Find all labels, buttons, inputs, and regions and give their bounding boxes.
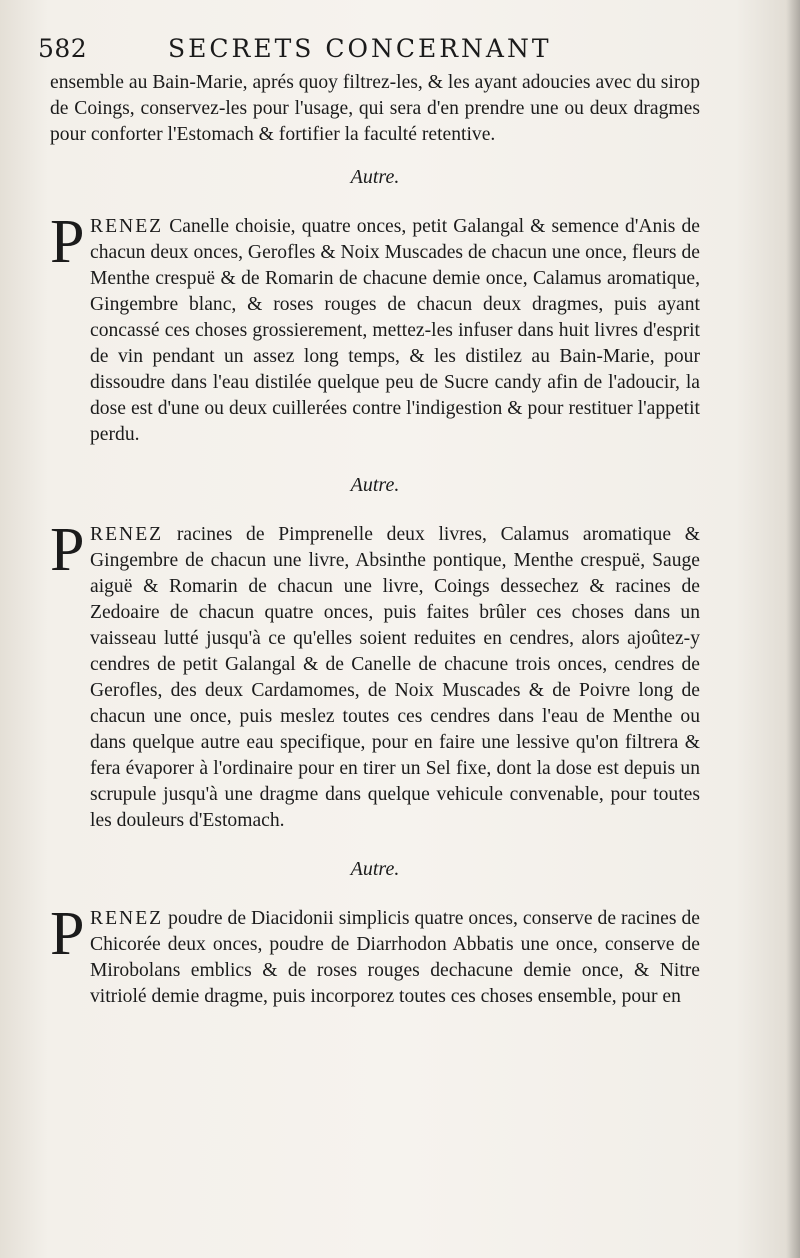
running-title: SECRETS CONCERNANT bbox=[168, 34, 552, 63]
section-heading-2: Autre. bbox=[350, 474, 400, 496]
recipe-1-text bbox=[90, 214, 700, 448]
recipe-3-text bbox=[90, 906, 700, 1010]
recipe-1 bbox=[50, 208, 700, 448]
recipe-2 bbox=[50, 516, 700, 834]
recipe-3 bbox=[50, 900, 700, 1010]
drop-cap-3: P bbox=[50, 900, 85, 968]
recipe-2-text bbox=[90, 522, 700, 834]
continuation-paragraph: ensemble au Bain-Marie, aprés quoy filtrez-les, & les ayant adoucies avec du sirop de Coings, conservez-les pour l'usage, qui sera d'en prendre une ou deux dragmes pour conforter l'Estomach & fortifier la faculté retentive. bbox=[50, 72, 700, 145]
page-gutter-shadow bbox=[786, 0, 800, 1258]
recipe-2-body: racines de Pimprenelle deux livres, Calamus aromatique & Gingembre de chacun une livre, Absinthe pontique, Menthe crespuë, Sauge aiguë & Romarin de chacun une livre, Coings dessechez & racines de Zedoaire de chacun quatre onces, puis faites brûler ces choses dans un vaisseau lutté jusqu'à ce qu'elles soient reduites en cendres, alors ajoûtez-y cendres de petit Galangal & de Canelle de chacune trois onces, cendres de Gerofles, des deux Cardamomes, de Noix Muscades & de Poivre long de chacun une once, puis meslez toutes ces cendres dans l'eau de Menthe ou dans quelque autre eau specifique, pour en faire une lessive qu'on filtrera & fera évaporer à l'ordinaire pour en tirer un Sel fixe, dont la dose est depuis un scrupule jusqu'à une dragme dans quelque vehicule convenable, pour toutes les douleurs d'Estomach. bbox=[90, 524, 700, 831]
recipe-1-lead: RENEZ bbox=[90, 216, 164, 237]
drop-cap-1: P bbox=[50, 208, 85, 276]
section-heading-3: Autre. bbox=[350, 858, 400, 880]
section-heading-1: Autre. bbox=[350, 166, 400, 188]
recipe-1-body: Canelle choisie, quatre onces, petit Galangal & semence d'Anis de chacun deux onces, Gerofles & Noix Muscades de chacun une once, fleurs de Menthe crespuë & de Romarin de chacune demie once, Calamus aromatique, Gingembre blanc, & roses rouges de chacun deux dragmes, puis ayant concassé ces choses grossierement, mettez-les infuser dans huit livres d'esprit de vin pendant un assez long temps, & les distilez au Bain-Marie, pour dissoudre dans l'eau distilée quelque peu de Sucre candy afin de l'adoucir, la dose est d'une ou deux cuillerées contre l'indigestion & pour restituer l'appetit perdu. bbox=[90, 216, 700, 445]
page-header bbox=[38, 34, 758, 74]
page-body bbox=[50, 70, 700, 1010]
page-number: 582 bbox=[38, 34, 88, 63]
recipe-2-lead: RENEZ bbox=[90, 524, 164, 545]
recipe-3-body: poudre de Diacidonii simplicis quatre onces, conserve de racines de Chicorée deux onces, poudre de Diarrhodon Abbatis une once, conserve de Mirobolans emblics & de roses rouges dechacune demie once, & Nitre vitriolé demie dragme, puis incorporez toutes ces choses ensemble, pour en bbox=[90, 908, 700, 1007]
drop-cap-2: P bbox=[50, 516, 85, 584]
recipe-3-lead: RENEZ bbox=[90, 908, 164, 929]
